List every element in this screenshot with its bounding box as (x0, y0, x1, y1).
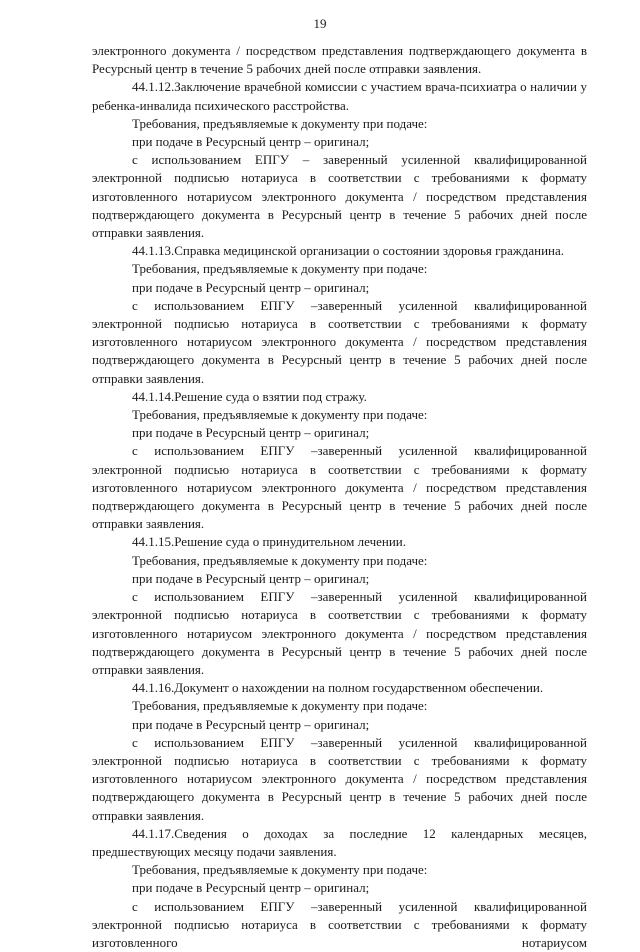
page-number: 19 (313, 16, 327, 31)
document-body (92, 42, 587, 952)
paragraph: при подаче в Ресурсный центр – оригинал; (132, 880, 370, 896)
paragraph: с использованием ЕПГУ –заверенный усиленной квалифицированной электронной подписью нотариуса в соответствии с требованиями к формату изготовленного нотариусом (92, 898, 587, 950)
paragraph: при подаче в Ресурсный центр – оригинал; (132, 425, 370, 441)
paragraph: 44.1.12.Заключение врачебной комиссии с участием врача-психиатра о наличии у ребенка-инвалида психического расстройства. (92, 79, 587, 113)
paragraph: Требования, предъявляемые к документу при подаче: (132, 261, 428, 277)
paragraph: Требования, предъявляемые к документу при подаче: (132, 552, 428, 568)
paragraph: 44.1.14.Решение суда о взятии под стражу. (132, 388, 367, 404)
paragraph: с использованием ЕПГУ –заверенный усиленной квалифицированной электронной подписью нотариуса в соответствии с требованиями к формату изготовленного нотариусом электронного документа / посредством представления подтверждающего документа в Ресурсный центр в течение 5 рабочих дней после отправки заявления. (92, 734, 587, 823)
paragraph: 44.1.17.Сведения о доходах за последние 12 календарных месяцев, предшествующих месяцу подачи заявления. (92, 825, 587, 859)
paragraph: при подаче в Ресурсный центр – оригинал; (132, 570, 370, 586)
paragraph: с использованием ЕПГУ –заверенный усиленной квалифицированной электронной подписью нотариуса в соответствии с требованиями к формату изготовленного нотариусом электронного документа / посредством представления подтверждающего документа в Ресурсный центр в течение 5 рабочих дней после отправки заявления. (92, 589, 587, 677)
paragraph: Требования, предъявляемые к документу при подаче: (132, 407, 428, 423)
paragraph: Требования, предъявляемые к документу при подаче: (132, 698, 428, 714)
paragraph: электронного документа / посредством представления подтверждающего документа в Ресурсный центр в течение 5 рабочих дней после отправки заявления. (92, 43, 587, 77)
paragraph: Требования, предъявляемые к документу при подаче: (132, 115, 428, 131)
paragraph: при подаче в Ресурсный центр – оригинал; (132, 279, 370, 295)
paragraph: с использованием ЕПГУ – заверенный усиленной квалифицированной электронной подписью нотариуса в соответствии с требованиями к формату изготовленного нотариусом электронного документа / посредством представления подтверждающего документа в Ресурсный центр в течение 5 рабочих дней после отправки заявления. (92, 152, 587, 241)
paragraph: с использованием ЕПГУ –заверенный усиленной квалифицированной электронной подписью нотариуса в соответствии с требованиями к формату изготовленного нотариусом электронного документа / посредством представления подтверждающего документа в Ресурсный центр в течение 5 рабочих дней после отправки заявления. (92, 297, 587, 386)
paragraph: 44.1.16.Документ о нахождении на полном государственном обеспечении. (132, 680, 544, 696)
paragraph: с использованием ЕПГУ –заверенный усиленной квалифицированной электронной подписью нотариуса в соответствии с требованиями к формату изготовленного нотариусом электронного документа / посредством представления подтверждающего документа в Ресурсный центр в течение 5 рабочих дней после отправки заявления. (92, 443, 587, 532)
paragraph: 44.1.15.Решение суда о принудительном лечении. (132, 534, 406, 550)
paragraph: при подаче в Ресурсный центр – оригинал; (132, 134, 370, 150)
paragraph: Требования, предъявляемые к документу при подаче: (132, 862, 428, 878)
paragraph: при подаче в Ресурсный центр – оригинал; (132, 716, 370, 732)
paragraph: 44.1.13.Справка медицинской организации о состоянии здоровья гражданина. (132, 243, 565, 259)
